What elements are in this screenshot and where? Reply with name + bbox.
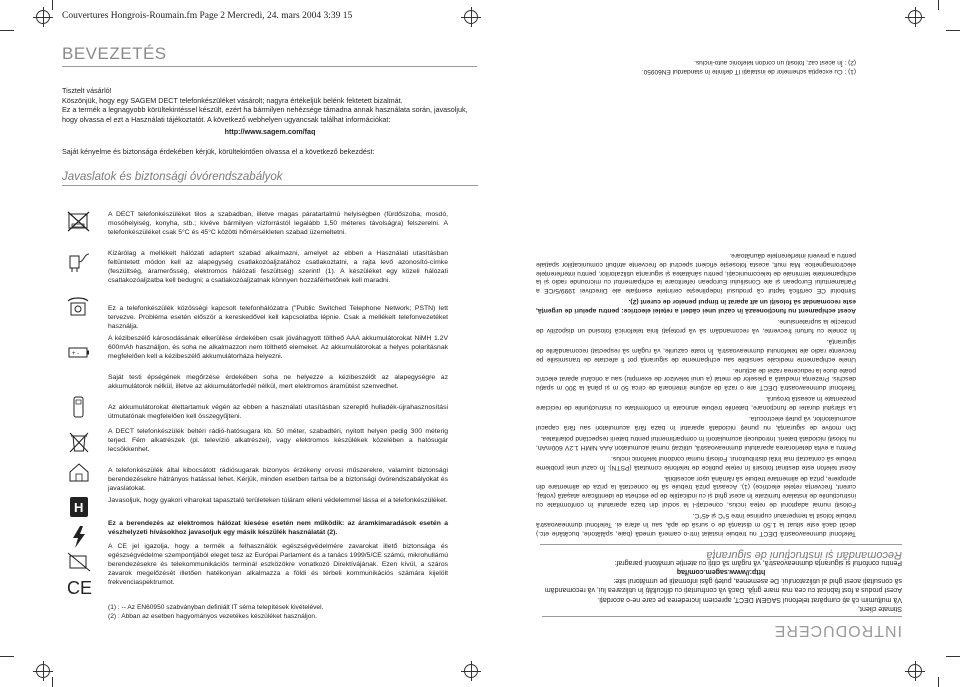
safety-item — [108, 210, 448, 237]
crop-mark — [0, 30, 14, 31]
svg-text:H: H — [74, 500, 84, 515]
right-page — [482, 0, 960, 687]
safety-item — [108, 466, 448, 493]
registration-mark-icon — [464, 664, 478, 678]
file-header: Couvertures Hongrois-Roumain.fm Page 2 Mercredi, 24. mars 2004 3:39 15 — [62, 11, 353, 21]
power-outage-icon — [66, 550, 92, 574]
right-footnote: (1) : Cu excepția schemelor de instalații IT definite în standardul EN60950. — [641, 68, 856, 75]
title-divider — [62, 66, 477, 67]
right-safety-item: Folosiți numai adaptorul de rețea inclus, conectați-l la soclul din baza aparatului în conformitate cu instrucțiunile de instalare furnizate în acest ghid și cu indicațiile de pe eticheta de identificare atașată (voltaj, curent, frecvența rețelei electrice) (1). Această priză trebuie să fie conectată la priza de alimentare din apropiere, priza de alimentare trebuie să rămână ușor accesibilă. — [536, 474, 856, 509]
right-footnote: (2) : În acest caz, folosiți un cordon telefonic auto-inclus. — [694, 59, 856, 67]
safety-item-text: A DECT telefonkészülék beltéri rádió-hatósugara kb. 50 méter, szabadtéri, nyitott helyen pedig 300 méterig terjed. Fém alkatrészek (pl. televízió alkatrészei), vagy elektromos készülékek közelében a hatósugár lecsökkenhet. — [108, 428, 448, 454]
right-greeting: Stimate client, — [858, 605, 902, 612]
footnote: (2) : Abban az esetben hagyományos vezetékes készüléket használjon. — [108, 613, 317, 620]
faq-url[interactable]: http://www.sagem.com/faq — [224, 127, 316, 137]
safety-item-text: Kizárólag a mellékelt hálózati adaptert szabad alkalmazni, amelyet az ebben a Használati utasításban feltüntetett módon kell az alapegység csatlakozóaljzatához csatlakoztatni, a rajta levő azonosító-címke (feszültség, áramerősség, elektromos hálózati feszültség) szerint! (1). A készüléket egy közeli hálózati csatlakozóaljzatba kell bedugni; a csatlakozóaljzatnak könnyen hozzáférhetőnek kell maradni. — [108, 250, 448, 285]
phone-line-icon — [66, 295, 92, 319]
right-faq-url[interactable]: http://www.sagem.com/faq — [676, 567, 766, 575]
section-title: Javaslatok és biztonsági óvórendszabályok — [62, 170, 283, 183]
safety-item-text: Ez a berendezés az elektromos hálózat kiesése esetén nem működik: az áramkimaradások esetén a vészhelyzeti hívásokhoz javasoljuk egy másik készülék használatát (2). — [108, 520, 448, 537]
right-safety-item: La sfârșitul duratei de funcționare, bateriile trebuie aruncate în conformitate cu instrucțiunile de reciclare prezentate în această broșură. — [536, 395, 856, 412]
safety-item-text: Saját testi épségének megőrzése érdekében soha ne helyezze a kézibeszélőt az alapegységre az akkumulátorok nélkül, illetve az akkumulátorfedél nélkül, mert elektromos áramütést szenvedhet. — [108, 374, 448, 391]
range-house-icon — [66, 460, 92, 484]
right-section-title: Recomandări și instrucțiuni de siguranță — [706, 549, 902, 561]
safety-item-text: Ez a telefonkészülék közösségi kapcsolt telefonhálózatra ("Public Switched Telephone Network; PSTN) lett tervezve. Probléma esetén először a kereskedővel kell kapcsolatba lépnie. Csak a mellékelt telefonvezetéket használja. — [108, 305, 448, 331]
svg-text:CE: CE — [67, 578, 92, 598]
intro-text: Ez a termék a legnagyobb körültekintéssel készült, ezért ha bármilyen nehézsége támadna annak használata során, javasoljuk, hogy olvassa el ezt a Használati tájékoztatót. A következő webhelyen ugyancsak találhat információkat: — [62, 105, 468, 124]
right-thanks: Vă mulțumim că ați cumpărat telefonul SAGEM DECT, apreciem încrederea pe care ne-o acordați. — [597, 595, 902, 603]
section-divider — [62, 185, 478, 186]
right-section-divider — [540, 544, 902, 545]
right-safety-items — [536, 248, 856, 537]
right-intro: Acest produs a fost fabricat cu cea mai mare grijă. Dacă vă confruntați cu dificultăți în utilizarea lui, vă recomandăm să consultați acest ghid al utilizatorului. De asemenea, puteți găsi informații pe următorul site: — [544, 577, 902, 594]
footnote: (1) : -- Az EN60950 szabványban definiált IT séma telepítések kivételével. — [108, 604, 324, 611]
safety-request: Saját kényelme és biztonsága érdekében kérjük, körültekintően olvassa el a következő bekezdést: — [62, 146, 375, 156]
right-page-rotated — [482, 0, 960, 687]
handset-icon — [66, 395, 92, 419]
safety-item — [108, 373, 448, 391]
svg-text:+ -: + - — [72, 351, 80, 357]
safety-item-text: A DECT telefonkészüléket tilos a szabadban, illetve magas páratartalmú helyiségben (fürdőszoba, mosdó, mosóhelyiség, konyha, stb.; kivéve bármilyen vízforrástól legalább 1,50 méteres távolságra) felszerelni. A telefonkészüléket csak 5°C és 45°C közötti hőmérsékleten szabad üzemeltetni. — [108, 211, 448, 237]
crop-mark — [0, 656, 14, 657]
safety-item — [108, 403, 448, 421]
intro-block — [62, 86, 478, 186]
no-water-icon — [66, 210, 92, 234]
right-footnotes — [642, 58, 856, 75]
ce-mark-icon — [66, 575, 92, 599]
page-title: BEVEZETÉS — [62, 44, 167, 63]
safety-item-text: A CE jel igazolja, hogy a termék a felhasználók egészségvédelmére zavarokat illető biztonsága és egészségvédelme szempontjából eleget tesz az Európai Parlament és a tanács 1999/5/CE számú, mikrohullámú berendezésekre és telekommunikációs terminál eszközökre vonatkozó Direktívájának. Ezen kívül, a száros zavarok megelőzését illetően hatékonyan alkalmazza a földi és térbeli kommunikációs számára kijelölt frekvenciaspektrumot. — [108, 543, 448, 587]
safety-item — [108, 334, 448, 361]
lightning-icon — [66, 525, 92, 549]
right-safety-item: Acest echipament nu funcționează în cazul unei căderi a rețelei electrice: pentru apeluri de urgență, este recomandat să folosiți un alt aparat în timpul penelor de curent (2). — [536, 298, 856, 315]
right-safety-item: Acest telefon este destinat folosirii în rețele publice de telefonie comutată (PSTN). În cazul unei probleme trebuie să contactați mai întâi distribuitorul. Folosiți numai cordonul telefonic inclus. — [536, 454, 856, 471]
right-safety-item: În zonele cu furtuni frecvente, vă recomandăm să vă protejați linia telefonică folosind un dispozitiv de protecție la supratensiune. — [536, 318, 856, 334]
right-safety-item: Telefonul dumneavoastră DECT are o rază de acțiune interioară de circa 50 m și până la 300 m spațiu deschis. Prezența imediată a pieselor de metal (a unui televizor de exemplu) sau a oricărui aparat electric poate duce la reducerea razei de acțiune. — [536, 366, 856, 392]
registration-mark-icon — [464, 10, 478, 24]
crop-mark — [52, 0, 53, 10]
right-title-divider — [542, 616, 902, 617]
thanks-text: Köszönjük, hogy egy SAGEM DECT telefonkészüléket vásárolt; nagyra értékeljük belénk fektetett bizalmát. — [62, 95, 403, 105]
power-adapter-icon — [66, 250, 92, 274]
safety-item — [108, 304, 448, 331]
safety-item-text: Javasoljuk, hogy gyakori viharokat tapasztaló területeken túláram elleni védelemmel lássa el a telefonkészüléket. — [108, 497, 448, 504]
right-safety-item: Simbolul CE certifică faptul că produsul îndeplinește cerințele esențiale ale Directivei 1999/5/CE a Parlamentului European și ale Consiliului European referitoare la echipamentul cu microunde radio și la echipamentele terminale de telecomunicații, pentru sănătatea și siguranța utilizatorilor, pentru interferențele electromagnetice. Mai mult, acesta folosește eficient spectrul de frecvențe atribuit comunicațiilor spațiale pentru a preveni interferențele dăunătoare. — [536, 251, 856, 295]
safety-item-text: Az akkumulátorokat élettartamuk végén az ebben a használati utasításban szereplő hulladék-újrahasznosítási útmutatónak megfelelően kell összegyűjteni. — [108, 404, 448, 421]
right-intro-block — [540, 557, 902, 613]
hospital-icon — [66, 495, 92, 519]
safety-item — [108, 542, 448, 587]
right-safety-item: Pentru a evita deteriorarea aparatului dumneavoastră, utilizați numai acumulatori AAA NiMH 1.2V 600mAh, nu folosiți niciodată baterii. Introduceți acumulatorii în compartimentul pentru baterii respectând polaritatea. — [536, 434, 856, 451]
right-safety-item: Din motive de siguranță, nu puneți niciodată aparatul în baza fără acumulatori sau fără capacul acumulatorilor, vă puteți electrocuta. — [536, 415, 856, 432]
crop-mark — [52, 677, 53, 687]
safety-item — [108, 427, 448, 454]
registration-mark-icon — [36, 664, 50, 678]
battery-icon — [66, 340, 92, 364]
safety-item — [108, 496, 448, 505]
recycle-bin-icon — [66, 430, 92, 454]
right-request: Pentru confortul și siguranța dumneavoastră, vă rugăm să citiți cu atenție următorul paragraf: — [614, 558, 902, 566]
safety-item-text: A kézibeszélő károsodásának elkerülése érdekében csak jóváhagyott töltheő AAA akkumulátorokat NiMH 1.2V 600mAh használjon, és soha ne alkalmazzon nem tölthető elemeket. Az akkumulátorokat a helyes polaritásnak megfelelően kell a kézibeszélő akkumulátorháza helyezni. — [108, 335, 448, 361]
safety-item-text: A telefonkészülék által kibocsátott rádiósugarak bizonyos érzékeny orvosi műszerekre, valamint biztonsági berendezésekre hátrányos hatással lehet. Kérjük, minden esetben tartsa be a biztonsági óvórendszabályokat és javaslatokat. — [108, 467, 448, 493]
registration-mark-icon — [36, 10, 50, 24]
right-safety-item: Unele echipamente medicale sensibile sau echipamente de siguranță pot fi afectate de transmisiile pe frecvențe radio ale telefonului dumneavoastră. În toate cazurile, vă rugăm să respectați recomandările de siguranță. — [536, 337, 856, 363]
footnotes — [108, 603, 323, 621]
greeting: Tisztelt vásárló! — [62, 86, 112, 95]
right-page-title: INTRODUCERE — [773, 622, 902, 639]
right-safety-item: Telefonul dumneavoastră DECT nu trebuie instalat într-o cameră umedă (baie, spălătorie, bucătărie etc.) decât dacă este situat la 1.50 m distanță de o sursă de apă, sau în afara ei. Telefonul dumneavoastră trebuie folosit la temperaturi cuprinse între 5°C și 45°C. — [536, 512, 856, 537]
safety-item — [108, 519, 448, 537]
safety-item — [108, 249, 448, 285]
